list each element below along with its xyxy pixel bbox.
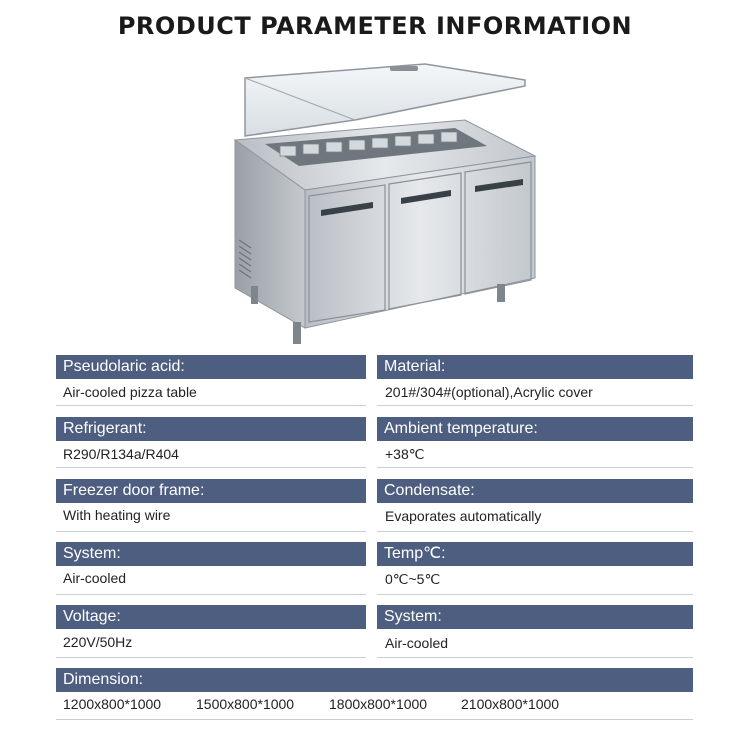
dimension-value: 1800x800*1000 — [329, 696, 428, 712]
param-label-material: Material: — [377, 355, 693, 379]
param-label-temp: Temp℃: — [377, 542, 693, 566]
dimension-value: 2100x800*1000 — [461, 696, 560, 712]
param-value-refrigerant: R290/R134a/R404 — [63, 446, 179, 462]
param-label-refrigerant: Refrigerant: — [56, 417, 366, 441]
param-label-system-2: System: — [377, 605, 693, 629]
divider — [377, 467, 693, 468]
param-label-system: System: — [56, 542, 366, 566]
param-value-material: 201#/304#(optional),Acrylic cover — [385, 384, 593, 400]
param-label-voltage: Voltage: — [56, 605, 366, 629]
param-value-temp: 0℃~5℃ — [385, 571, 441, 587]
divider — [56, 531, 366, 532]
param-label-freezer-door-frame: Freezer door frame: — [56, 479, 366, 503]
param-label-dimension: Dimension: — [56, 668, 693, 692]
dimension-value: 1200x800*1000 — [63, 696, 162, 712]
page-title: PRODUCT PARAMETER INFORMATION — [117, 12, 633, 40]
divider — [56, 405, 366, 406]
divider — [377, 594, 693, 595]
dimension-value: 1500x800*1000 — [196, 696, 295, 712]
divider — [56, 657, 366, 658]
param-label-ambient-temperature: Ambient temperature: — [377, 417, 693, 441]
param-value-pseudolaric-acid: Air-cooled pizza table — [63, 384, 197, 400]
param-value-condensate: Evaporates automatically — [385, 508, 542, 524]
param-value-system-2: Air-cooled — [385, 635, 449, 651]
param-value-system: Air-cooled — [63, 570, 127, 586]
divider — [56, 467, 366, 468]
divider — [56, 719, 693, 720]
divider — [56, 594, 366, 595]
param-value-ambient-temperature: +38℃ — [385, 446, 425, 462]
param-value-freezer-door-frame: With heating wire — [63, 507, 171, 523]
divider — [377, 405, 693, 406]
divider — [377, 531, 693, 532]
param-label-condensate: Condensate: — [377, 479, 693, 503]
param-label-pseudolaric-acid: Pseudolaric acid: — [56, 355, 366, 379]
param-value-voltage: 220V/50Hz — [63, 634, 133, 650]
divider — [377, 657, 693, 658]
